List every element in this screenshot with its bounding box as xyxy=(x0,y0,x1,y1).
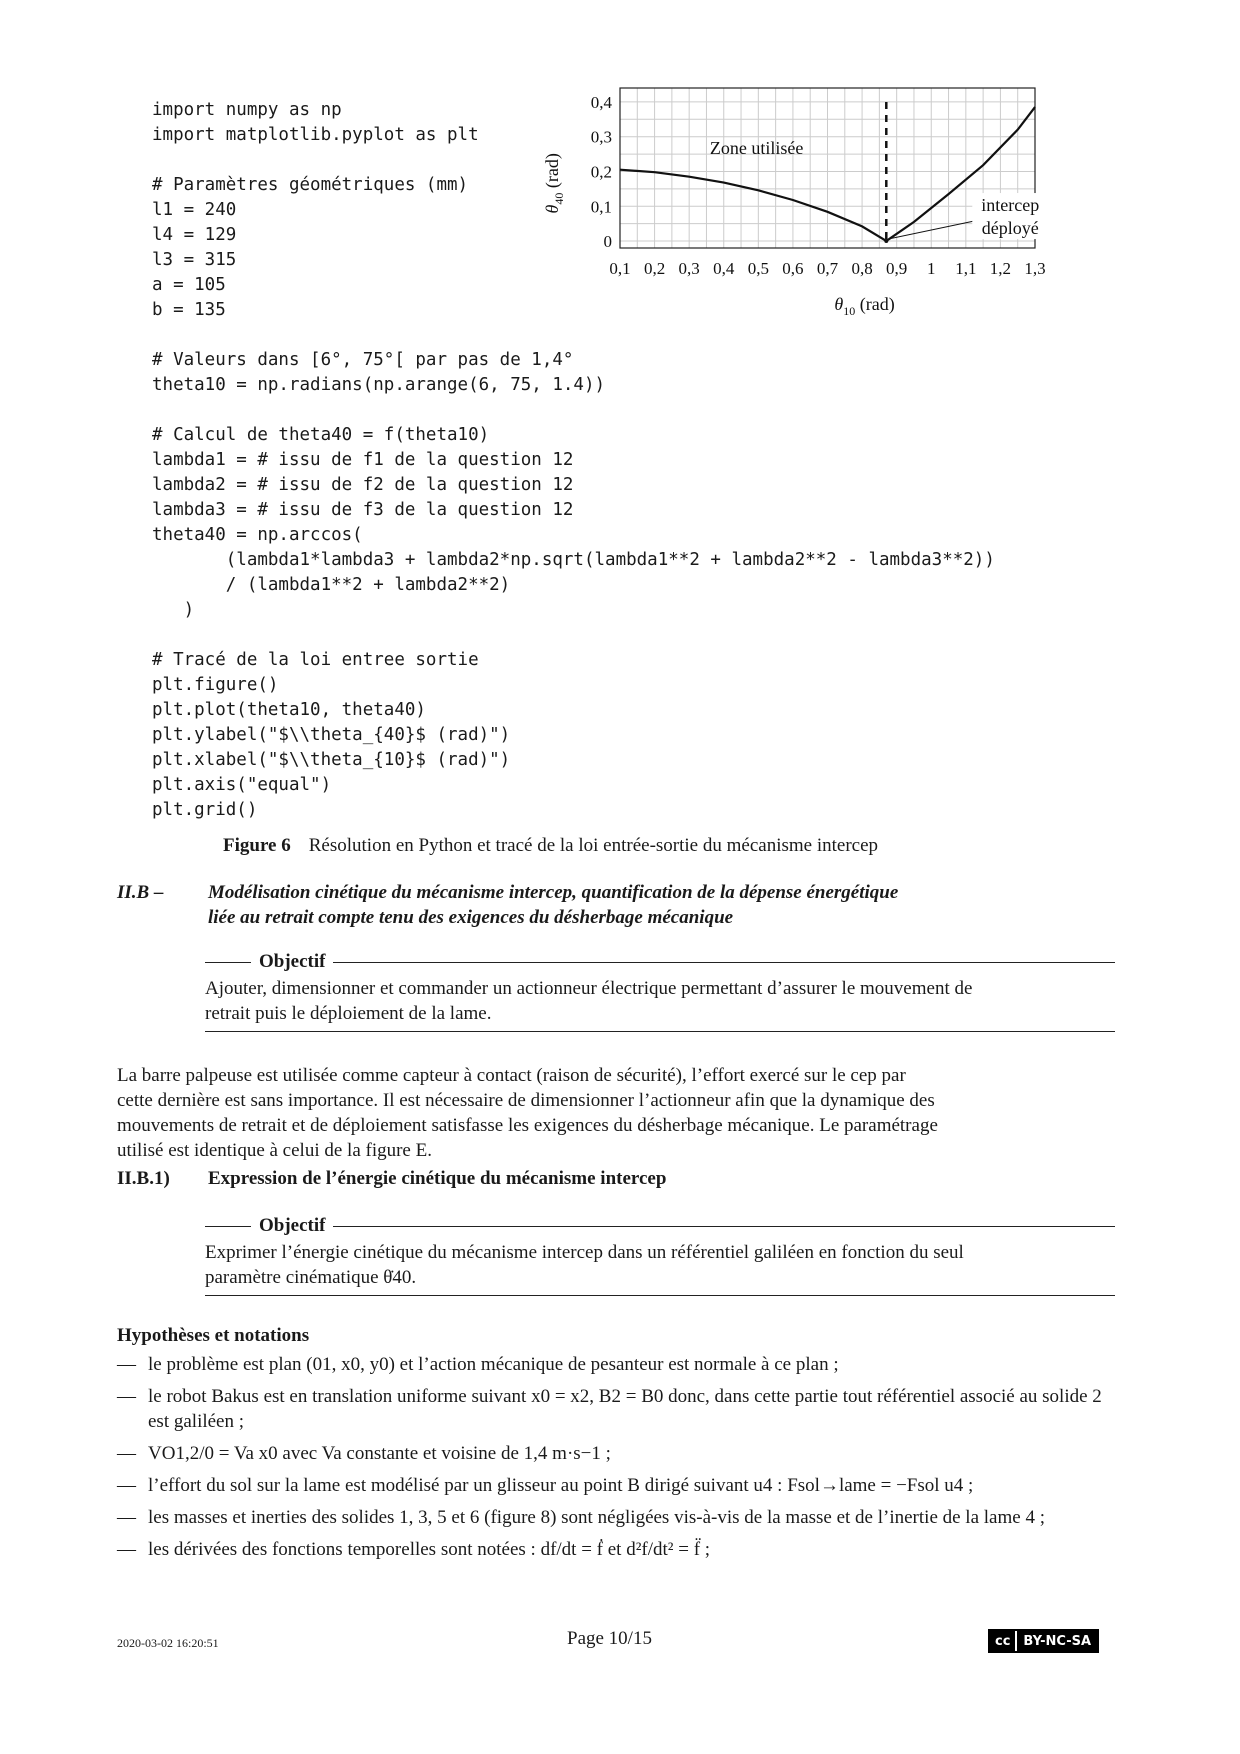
code-line: theta10 = np.radians(np.arange(6, 75, 1.4)) xyxy=(152,375,606,395)
hypothesis-text: le robot Bakus est en translation uniforme suivant x0 = x2, B2 = B0 donc, dans cette partie tout référentiel associé au solide 2 est galiléen ; xyxy=(148,1386,1102,1432)
cc-icon: cc xyxy=(990,1631,1017,1651)
x-tick-label: 1,1 xyxy=(955,259,977,278)
code-line: b = 135 xyxy=(152,300,226,320)
footer-page-number: Page 10/15 xyxy=(567,1628,652,1649)
code-line: plt.xlabel("$\\theta_{10}$ (rad)") xyxy=(152,750,511,770)
code-line xyxy=(152,623,995,648)
bullet-dash: — xyxy=(117,1354,136,1375)
chart-svg xyxy=(542,88,1150,368)
hypothesis-item xyxy=(117,1473,1117,1498)
code-line: plt.figure() xyxy=(152,675,279,695)
objective-2-text xyxy=(205,1240,1115,1290)
annotation-line-1: intercep xyxy=(981,195,1040,216)
objective-1-line1: Ajouter, dimensionner et commander un actionneur électrique permettant d’assurer le mouvement de xyxy=(205,978,973,999)
x-tick-label: 0,7 xyxy=(816,259,839,278)
subsection-number: II.B.1) xyxy=(117,1168,170,1189)
x-tick-label: 1 xyxy=(927,259,936,278)
objective-1-heading xyxy=(205,952,1115,972)
x-tick-label: 0,2 xyxy=(643,259,666,278)
code-line: # Valeurs dans [6°, 75°[ par pas de 1,4° xyxy=(152,350,574,370)
objective-1-line2: retrait puis le déploiement de la lame. xyxy=(205,1003,492,1024)
objective-2-line2: paramètre cinématique θ̇40. xyxy=(205,1267,417,1288)
figure-caption xyxy=(223,835,878,857)
x-tick-label: 1,3 xyxy=(1024,259,1046,278)
bullet-dash: — xyxy=(117,1386,136,1407)
code-line xyxy=(152,398,995,423)
x-axis-label: $\theta_{10}$ (rad) xyxy=(834,294,895,318)
y-tick-label: 0,3 xyxy=(590,127,612,147)
code-line: import numpy as np xyxy=(152,100,342,120)
bullet-dash: — xyxy=(117,1539,136,1560)
objective-2-label: Objectif xyxy=(259,1215,326,1236)
license-badge[interactable] xyxy=(988,1629,1099,1653)
code-line: plt.ylabel("$\\theta_{40}$ (rad)") xyxy=(152,725,511,745)
y-tick-label: 0,1 xyxy=(590,197,612,217)
objective-2-rule xyxy=(205,1295,1115,1296)
code-line: l4 = 129 xyxy=(152,225,237,245)
zone-label: Zone utilisée xyxy=(709,138,804,159)
code-line: a = 105 xyxy=(152,275,226,295)
hypothesis-text: les dérivées des fonctions temporelles sont notées : df/dt = ḟ et d²f/dt² = f̈ ; xyxy=(148,1539,711,1560)
hypothesis-text: les masses et inerties des solides 1, 3, 5 et 6 (figure 8) sont négligées vis-à-vis de la masse et de l’inertie de la lame 4 ; xyxy=(148,1507,1045,1528)
section-title-line2: liée au retrait compte tenu des exigences du désherbage mécanique xyxy=(208,907,734,928)
section-title xyxy=(117,880,1137,930)
code-line: # Calcul de theta40 = f(theta10) xyxy=(152,425,490,445)
hypothesis-item xyxy=(117,1352,1117,1377)
x-tick-label: 0,9 xyxy=(886,259,908,278)
section-number: II.B – xyxy=(117,882,164,903)
x-tick-label: 0,5 xyxy=(747,259,769,278)
code-line: l3 = 315 xyxy=(152,250,237,270)
figure-label: Figure 6 xyxy=(223,835,291,856)
footer-timestamp: 2020-03-02 16:20:51 xyxy=(117,1636,219,1650)
code-line: / (lambda1**2 + lambda2**2) xyxy=(152,575,511,595)
x-tick-label: 1,2 xyxy=(989,259,1012,278)
bullet-dash: — xyxy=(117,1475,136,1496)
x-tick-label: 0,8 xyxy=(851,259,873,278)
bullet-dash: — xyxy=(117,1443,136,1464)
code-line: lambda3 = # issu de f3 de la question 12 xyxy=(152,500,574,520)
code-line: (lambda1*lambda3 + lambda2*np.sqrt(lambda1**2 + lambda2**2 - lambda3**2)) xyxy=(152,550,995,570)
intro-paragraph xyxy=(117,1063,1117,1163)
code-line: l1 = 240 xyxy=(152,200,237,220)
hypothesis-item xyxy=(117,1537,1117,1562)
figure-caption-text: Résolution en Python et tracé de la loi entrée-sortie du mécanisme intercep xyxy=(308,835,879,856)
x-tick-label: 0,1 xyxy=(609,259,631,278)
subsection-title-text: Expression de l’énergie cinétique du mécanisme intercep xyxy=(208,1168,667,1189)
code-line: theta40 = np.arccos( xyxy=(152,525,363,545)
code-line: plt.axis("equal") xyxy=(152,775,332,795)
paragraph-line1: La barre palpeuse est utilisée comme capteur à contact (raison de sécurité), l’effort exercé sur le cep par xyxy=(117,1065,906,1086)
license-text: BY-NC-SA xyxy=(1017,1631,1097,1651)
paragraph-line2: cette dernière est sans importance. Il est nécessaire de dimensionner l’actionneur afin que la dynamique des xyxy=(117,1090,935,1111)
code-line: import matplotlib.pyplot as plt xyxy=(152,125,479,145)
subsection-title xyxy=(117,1166,666,1191)
code-line: # Tracé de la loi entree sortie xyxy=(152,650,479,670)
paragraph-line3: mouvements de retrait et de déploiement satisfasse les exigences du désherbage mécanique. Le paramétrage xyxy=(117,1115,938,1136)
objective-1-rule xyxy=(205,1031,1115,1032)
objective-2-line1: Exprimer l’énergie cinétique du mécanisme intercep dans un référentiel galiléen en fonction du seul xyxy=(205,1242,964,1263)
hypothesis-text: VO1,2/0 = Va x0 avec Va constante et voisine de 1,4 m·s−1 ; xyxy=(148,1443,611,1464)
code-line: lambda2 = # issu de f2 de la question 12 xyxy=(152,475,574,495)
code-line: # Paramètres géométriques (mm) xyxy=(152,175,469,195)
code-line: plt.plot(theta10, theta40) xyxy=(152,700,426,720)
y-axis-label: $\theta_{40}$ (rad) xyxy=(542,153,566,214)
hypothesis-text: le problème est plan (01, x0, y0) et l’action mécanique de pesanteur est normale à ce plan ; xyxy=(148,1354,839,1375)
annotation-line-2: déployé xyxy=(981,218,1039,239)
y-tick-label: 0,4 xyxy=(590,92,612,112)
paragraph-line4: utilisé est identique à celui de la figure E. xyxy=(117,1140,432,1161)
x-tick-label: 0,3 xyxy=(678,259,700,278)
objective-2-heading xyxy=(205,1216,1115,1236)
hypothesis-item xyxy=(117,1441,1117,1466)
code-line: plt.grid() xyxy=(152,800,258,820)
objective-1-text xyxy=(205,976,1115,1026)
code-line: lambda1 = # issu de f1 de la question 12 xyxy=(152,450,574,470)
hypotheses-heading: Hypothèses et notations xyxy=(117,1325,310,1346)
x-tick-label: 0,6 xyxy=(782,259,804,278)
bullet-dash: — xyxy=(117,1507,136,1528)
section-title-line1: Modélisation cinétique du mécanisme intercep, quantification de la dépense énergétique xyxy=(208,882,899,903)
code-line: ) xyxy=(152,600,195,620)
hypothesis-item xyxy=(117,1384,1117,1434)
objective-1-label: Objectif xyxy=(259,951,326,972)
hypothesis-text: l’effort du sol sur la lame est modélisé par un glisseur au point B dirigé suivant u4 : Fsol→lame = −Fsol u4 ; xyxy=(148,1475,974,1496)
hypotheses-list xyxy=(117,1352,1117,1569)
y-tick-label: 0 xyxy=(603,232,612,252)
y-tick-label: 0,2 xyxy=(590,162,612,182)
hypothesis-item xyxy=(117,1505,1117,1530)
x-tick-label: 0,4 xyxy=(713,259,735,278)
deployed-point xyxy=(884,239,888,243)
chart xyxy=(542,88,1150,368)
